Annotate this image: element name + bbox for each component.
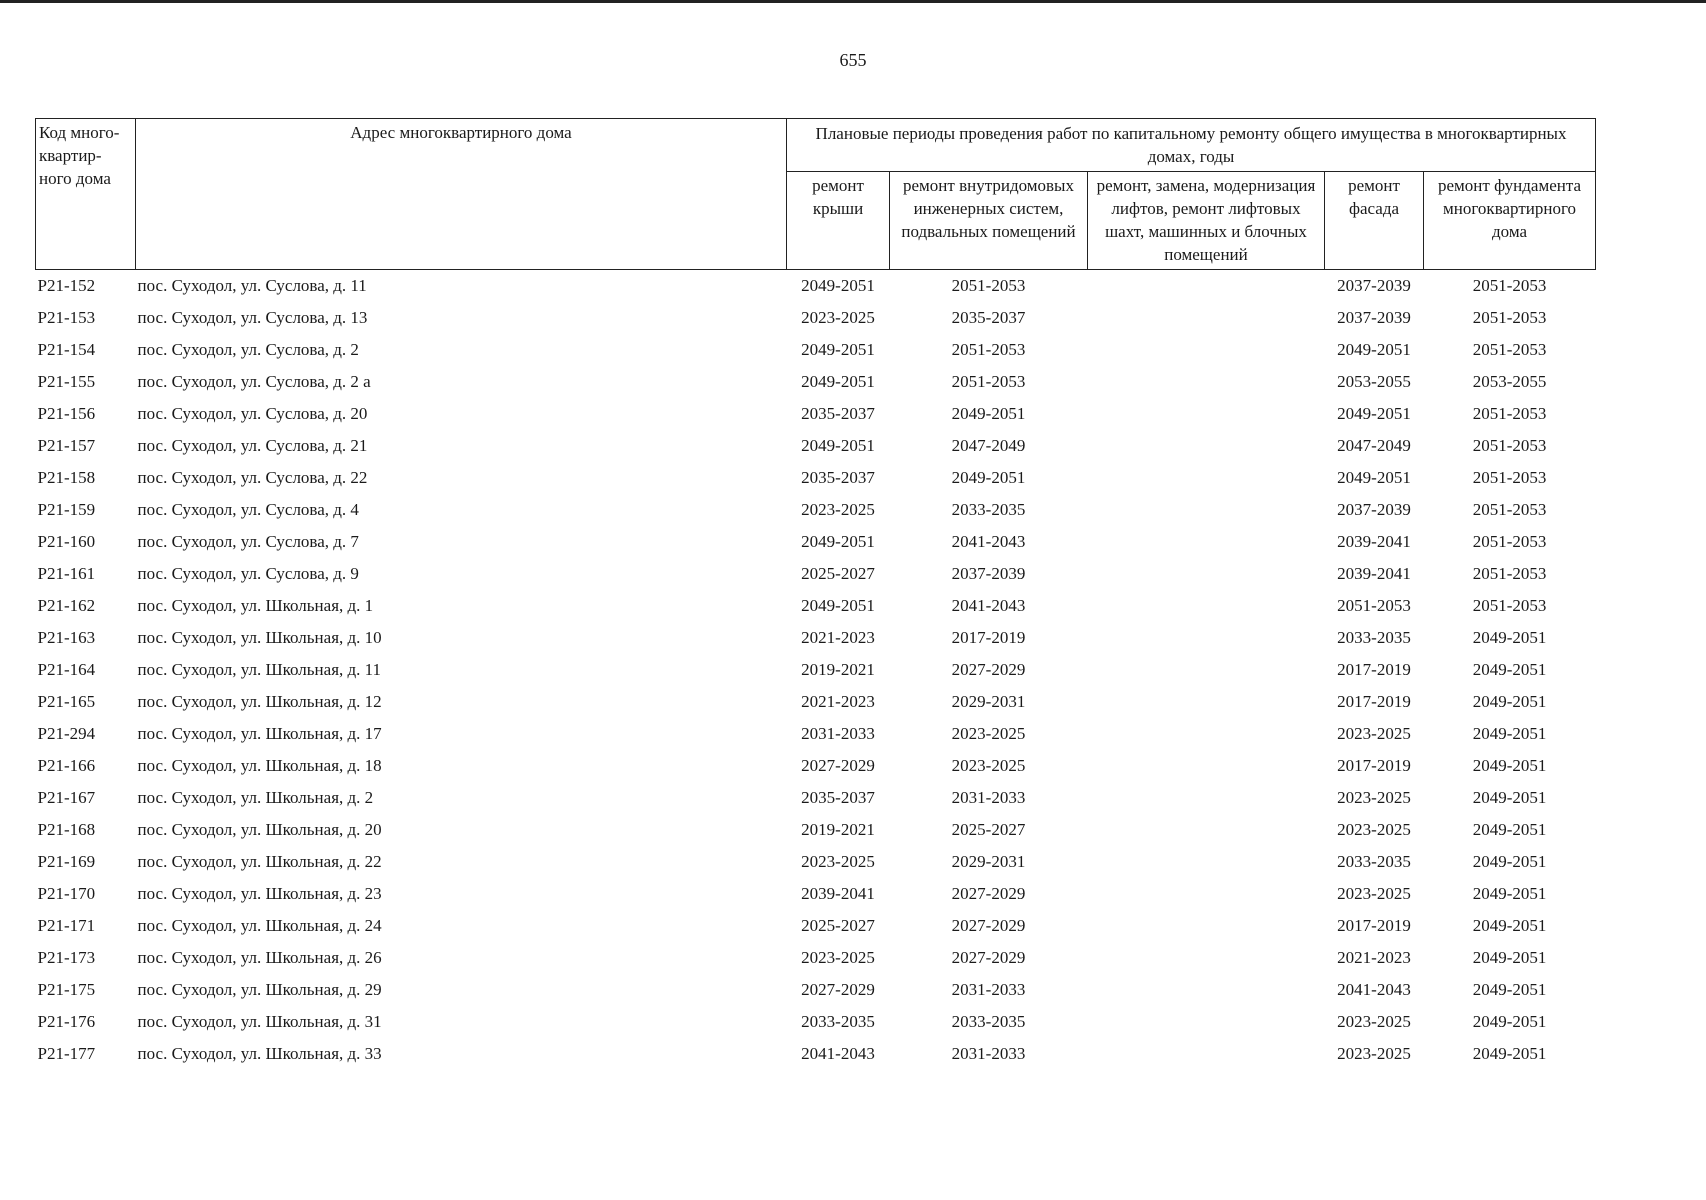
cell-building-code: Р21-175 — [37, 980, 96, 999]
cell-elevator-period — [1088, 366, 1325, 398]
cell-elevator-period — [1088, 558, 1325, 590]
table-row — [36, 782, 1596, 814]
cell-roof-period: 2023-2025 — [801, 948, 875, 967]
cell-building-code: Р21-167 — [37, 788, 96, 807]
cell-engineering-period: 2027-2029 — [951, 884, 1026, 903]
cell-building-code: Р21-166 — [37, 756, 96, 775]
cell-engineering-period: 2017-2019 — [951, 628, 1026, 647]
cell-facade-period: 2041-2043 — [1337, 980, 1411, 999]
cell-building-code: Р21-158 — [37, 468, 96, 487]
table-row — [36, 718, 1596, 750]
table-row — [36, 590, 1596, 622]
cell-foundation-period: 2053-2055 — [1472, 372, 1547, 391]
cell-engineering-period: 2051-2053 — [951, 276, 1026, 295]
header-engineering-repair: ремонт внутридомовых инженерных систем, подвальных помещений — [890, 172, 1088, 270]
cell-facade-period: 2051-2053 — [1337, 596, 1411, 615]
cell-foundation-period: 2051-2053 — [1472, 500, 1547, 519]
cell-foundation-period: 2049-2051 — [1472, 820, 1547, 839]
cell-elevator-period — [1088, 622, 1325, 654]
cell-elevator-period — [1088, 974, 1325, 1006]
table-body — [36, 270, 1596, 1071]
cell-foundation-period: 2049-2051 — [1472, 788, 1547, 807]
cell-elevator-period — [1088, 398, 1325, 430]
cell-roof-period: 2049-2051 — [801, 596, 875, 615]
cell-roof-period: 2025-2027 — [801, 916, 875, 935]
cell-building-code: Р21-170 — [37, 884, 96, 903]
cell-building-code: Р21-160 — [37, 532, 96, 551]
cell-engineering-period: 2049-2051 — [951, 468, 1026, 487]
cell-engineering-period: 2023-2025 — [951, 756, 1026, 775]
cell-roof-period: 2049-2051 — [801, 276, 875, 295]
table-row — [36, 462, 1596, 494]
cell-address: пос. Суходол, ул. Школьная, д. 26 — [137, 948, 382, 967]
cell-address: пос. Суходол, ул. Школьная, д. 22 — [137, 852, 382, 871]
cell-building-code: Р21-154 — [37, 340, 96, 359]
cell-address: пос. Суходол, ул. Школьная, д. 31 — [137, 1012, 382, 1031]
cell-engineering-period: 2051-2053 — [951, 372, 1026, 391]
cell-elevator-period — [1088, 526, 1325, 558]
table-row — [36, 686, 1596, 718]
cell-elevator-period — [1088, 814, 1325, 846]
cell-address: пос. Суходол, ул. Школьная, д. 33 — [137, 1044, 382, 1063]
cell-foundation-period: 2049-2051 — [1472, 916, 1547, 935]
cell-engineering-period: 2037-2039 — [951, 564, 1026, 583]
cell-engineering-period: 2031-2033 — [951, 788, 1026, 807]
cell-engineering-period: 2047-2049 — [951, 436, 1026, 455]
cell-roof-period: 2039-2041 — [801, 884, 875, 903]
cell-facade-period: 2053-2055 — [1337, 372, 1411, 391]
cell-address: пос. Суходол, ул. Суслова, д. 7 — [137, 532, 359, 551]
table-row — [36, 494, 1596, 526]
cell-foundation-period: 2049-2051 — [1472, 724, 1547, 743]
cell-roof-period: 2027-2029 — [801, 980, 875, 999]
repair-schedule-table-container — [35, 118, 1595, 1070]
cell-facade-period: 2033-2035 — [1337, 852, 1411, 871]
cell-roof-period: 2033-2035 — [801, 1012, 875, 1031]
cell-elevator-period — [1088, 430, 1325, 462]
cell-facade-period: 2033-2035 — [1337, 628, 1411, 647]
cell-address: пос. Суходол, ул. Школьная, д. 1 — [137, 596, 374, 615]
cell-foundation-period: 2051-2053 — [1472, 276, 1547, 295]
cell-building-code: Р21-159 — [37, 500, 96, 519]
header-facade-repair: ремонт фасада — [1325, 172, 1424, 270]
cell-engineering-period: 2033-2035 — [951, 500, 1026, 519]
cell-roof-period: 2049-2051 — [801, 340, 875, 359]
cell-building-code: Р21-165 — [37, 692, 96, 711]
cell-elevator-period — [1088, 654, 1325, 686]
cell-foundation-period: 2049-2051 — [1472, 660, 1547, 679]
cell-engineering-period: 2027-2029 — [951, 948, 1026, 967]
cell-facade-period: 2023-2025 — [1337, 820, 1411, 839]
cell-roof-period: 2035-2037 — [801, 404, 875, 423]
cell-engineering-period: 2029-2031 — [951, 852, 1026, 871]
cell-roof-period: 2021-2023 — [801, 692, 875, 711]
page-number: 655 — [839, 50, 867, 70]
cell-address: пос. Суходол, ул. Школьная, д. 10 — [137, 628, 382, 647]
cell-elevator-period — [1088, 1038, 1325, 1070]
cell-building-code: Р21-173 — [37, 948, 96, 967]
cell-facade-period: 2021-2023 — [1337, 948, 1411, 967]
cell-elevator-period — [1088, 846, 1325, 878]
cell-engineering-period: 2041-2043 — [951, 532, 1026, 551]
cell-foundation-period: 2051-2053 — [1472, 564, 1547, 583]
cell-roof-period: 2023-2025 — [801, 852, 875, 871]
cell-facade-period: 2037-2039 — [1337, 500, 1411, 519]
cell-roof-period: 2019-2021 — [801, 820, 875, 839]
cell-foundation-period: 2049-2051 — [1472, 948, 1547, 967]
cell-elevator-period — [1088, 718, 1325, 750]
cell-engineering-period: 2031-2033 — [951, 980, 1026, 999]
cell-elevator-period — [1088, 1006, 1325, 1038]
cell-roof-period: 2025-2027 — [801, 564, 875, 583]
cell-address: пос. Суходол, ул. Школьная, д. 23 — [137, 884, 382, 903]
cell-engineering-period: 2031-2033 — [951, 1044, 1026, 1063]
cell-elevator-period — [1088, 782, 1325, 814]
top-rule — [0, 0, 1706, 3]
cell-address: пос. Суходол, ул. Суслова, д. 9 — [137, 564, 359, 583]
header-roof-repair: ремонт крыши — [787, 172, 890, 270]
cell-building-code: Р21-164 — [37, 660, 96, 679]
cell-elevator-period — [1088, 942, 1325, 974]
table-row — [36, 526, 1596, 558]
cell-facade-period: 2023-2025 — [1337, 1012, 1411, 1031]
header-building-code: Код много-квартир-ного дома — [36, 119, 136, 270]
cell-roof-period: 2023-2025 — [801, 308, 875, 327]
header-elevator-repair: ремонт, замена, модернизация лифтов, ремонт лифтовых шахт, машинных и блочных помещений — [1088, 172, 1325, 270]
table-row — [36, 334, 1596, 366]
cell-foundation-period: 2051-2053 — [1472, 468, 1547, 487]
cell-engineering-period: 2033-2035 — [951, 1012, 1026, 1031]
table-row — [36, 270, 1596, 303]
cell-building-code: Р21-169 — [37, 852, 96, 871]
table-row — [36, 846, 1596, 878]
table-row — [36, 1006, 1596, 1038]
cell-foundation-period: 2051-2053 — [1472, 308, 1547, 327]
cell-foundation-period: 2051-2053 — [1472, 404, 1547, 423]
table-row — [36, 942, 1596, 974]
table-row — [36, 622, 1596, 654]
cell-elevator-period — [1088, 334, 1325, 366]
cell-address: пос. Суходол, ул. Школьная, д. 11 — [137, 660, 382, 679]
cell-foundation-period: 2049-2051 — [1472, 692, 1547, 711]
table-row — [36, 910, 1596, 942]
repair-schedule-table — [35, 118, 1596, 1070]
cell-building-code: Р21-155 — [37, 372, 96, 391]
cell-facade-period: 2023-2025 — [1337, 1044, 1411, 1063]
cell-roof-period: 2035-2037 — [801, 788, 875, 807]
cell-address: пос. Суходол, ул. Школьная, д. 18 — [137, 756, 382, 775]
cell-engineering-period: 2025-2027 — [951, 820, 1026, 839]
cell-address: пос. Суходол, ул. Суслова, д. 21 — [137, 436, 368, 455]
cell-facade-period: 2049-2051 — [1337, 468, 1411, 487]
cell-engineering-period: 2035-2037 — [951, 308, 1026, 327]
cell-foundation-period: 2049-2051 — [1472, 980, 1547, 999]
cell-address: пос. Суходол, ул. Суслова, д. 11 — [137, 276, 367, 295]
cell-roof-period: 2041-2043 — [801, 1044, 875, 1063]
table-row — [36, 878, 1596, 910]
cell-address: пос. Суходол, ул. Школьная, д. 24 — [137, 916, 382, 935]
cell-elevator-period — [1088, 462, 1325, 494]
cell-engineering-period: 2027-2029 — [951, 916, 1026, 935]
cell-building-code: Р21-161 — [37, 564, 96, 583]
header-foundation-repair: ремонт фундамента многоквартирного дома — [1424, 172, 1596, 270]
cell-address: пос. Суходол, ул. Школьная, д. 29 — [137, 980, 382, 999]
cell-facade-period: 2039-2041 — [1337, 532, 1411, 551]
cell-engineering-period: 2049-2051 — [951, 404, 1026, 423]
cell-foundation-period: 2049-2051 — [1472, 884, 1547, 903]
cell-elevator-period — [1088, 878, 1325, 910]
cell-elevator-period — [1088, 910, 1325, 942]
cell-roof-period: 2049-2051 — [801, 436, 875, 455]
cell-building-code: Р21-294 — [37, 724, 96, 743]
cell-facade-period: 2039-2041 — [1337, 564, 1411, 583]
cell-roof-period: 2019-2021 — [801, 660, 875, 679]
table-row — [36, 654, 1596, 686]
cell-foundation-period: 2051-2053 — [1472, 596, 1547, 615]
cell-address: пос. Суходол, ул. Школьная, д. 2 — [137, 788, 374, 807]
cell-building-code: Р21-162 — [37, 596, 96, 615]
cell-roof-period: 2031-2033 — [801, 724, 875, 743]
cell-roof-period: 2027-2029 — [801, 756, 875, 775]
cell-building-code: Р21-152 — [37, 276, 96, 295]
cell-facade-period: 2023-2025 — [1337, 724, 1411, 743]
cell-foundation-period: 2049-2051 — [1472, 852, 1547, 871]
cell-address: пос. Суходол, ул. Суслова, д. 20 — [137, 404, 368, 423]
cell-engineering-period: 2029-2031 — [951, 692, 1026, 711]
cell-address: пос. Суходол, ул. Суслова, д. 2 а — [137, 372, 371, 391]
cell-facade-period: 2037-2039 — [1337, 308, 1411, 327]
cell-address: пос. Суходол, ул. Школьная, д. 17 — [137, 724, 382, 743]
header-planned-periods: Плановые периоды проведения работ по капитальному ремонту общего имущества в многоквартирных домах, годы — [787, 119, 1596, 172]
cell-facade-period: 2017-2019 — [1337, 756, 1411, 775]
table-row — [36, 302, 1596, 334]
cell-facade-period: 2049-2051 — [1337, 340, 1411, 359]
cell-facade-period: 2049-2051 — [1337, 404, 1411, 423]
cell-address: пос. Суходол, ул. Школьная, д. 20 — [137, 820, 382, 839]
cell-building-code: Р21-177 — [37, 1044, 96, 1063]
table-row — [36, 558, 1596, 590]
cell-building-code: Р21-153 — [37, 308, 96, 327]
cell-foundation-period: 2049-2051 — [1472, 1044, 1547, 1063]
table-row — [36, 1038, 1596, 1070]
cell-facade-period: 2047-2049 — [1337, 436, 1411, 455]
table-row — [36, 398, 1596, 430]
cell-address: пос. Суходол, ул. Суслова, д. 13 — [137, 308, 368, 327]
cell-building-code: Р21-171 — [37, 916, 96, 935]
cell-address: пос. Суходол, ул. Суслова, д. 2 — [137, 340, 359, 359]
table-row — [36, 430, 1596, 462]
cell-building-code: Р21-157 — [37, 436, 96, 455]
cell-engineering-period: 2041-2043 — [951, 596, 1026, 615]
cell-foundation-period: 2049-2051 — [1472, 756, 1547, 775]
cell-foundation-period: 2049-2051 — [1472, 1012, 1547, 1031]
table-row — [36, 750, 1596, 782]
cell-engineering-period: 2051-2053 — [951, 340, 1026, 359]
cell-elevator-period — [1088, 302, 1325, 334]
cell-elevator-period — [1088, 686, 1325, 718]
header-address: Адрес многоквартирного дома — [136, 119, 787, 270]
cell-elevator-period — [1088, 590, 1325, 622]
cell-elevator-period — [1088, 494, 1325, 526]
table-row — [36, 814, 1596, 846]
cell-building-code: Р21-163 — [37, 628, 96, 647]
table-row — [36, 366, 1596, 398]
cell-facade-period: 2017-2019 — [1337, 692, 1411, 711]
cell-roof-period: 2023-2025 — [801, 500, 875, 519]
table-row — [36, 974, 1596, 1006]
cell-foundation-period: 2051-2053 — [1472, 340, 1547, 359]
cell-roof-period: 2049-2051 — [801, 372, 875, 391]
cell-address: пос. Суходол, ул. Суслова, д. 4 — [137, 500, 359, 519]
cell-roof-period: 2021-2023 — [801, 628, 875, 647]
cell-facade-period: 2037-2039 — [1337, 276, 1411, 295]
cell-elevator-period — [1088, 270, 1325, 303]
cell-foundation-period: 2051-2053 — [1472, 532, 1547, 551]
cell-facade-period: 2023-2025 — [1337, 884, 1411, 903]
cell-elevator-period — [1088, 750, 1325, 782]
cell-facade-period: 2017-2019 — [1337, 660, 1411, 679]
cell-foundation-period: 2051-2053 — [1472, 436, 1547, 455]
cell-roof-period: 2035-2037 — [801, 468, 875, 487]
cell-facade-period: 2023-2025 — [1337, 788, 1411, 807]
cell-roof-period: 2049-2051 — [801, 532, 875, 551]
cell-facade-period: 2017-2019 — [1337, 916, 1411, 935]
cell-building-code: Р21-156 — [37, 404, 96, 423]
cell-foundation-period: 2049-2051 — [1472, 628, 1547, 647]
cell-building-code: Р21-168 — [37, 820, 96, 839]
cell-engineering-period: 2023-2025 — [951, 724, 1026, 743]
cell-address: пос. Суходол, ул. Суслова, д. 22 — [137, 468, 368, 487]
cell-engineering-period: 2027-2029 — [951, 660, 1026, 679]
table-header — [36, 119, 1596, 270]
cell-building-code: Р21-176 — [37, 1012, 96, 1031]
cell-address: пос. Суходол, ул. Школьная, д. 12 — [137, 692, 382, 711]
